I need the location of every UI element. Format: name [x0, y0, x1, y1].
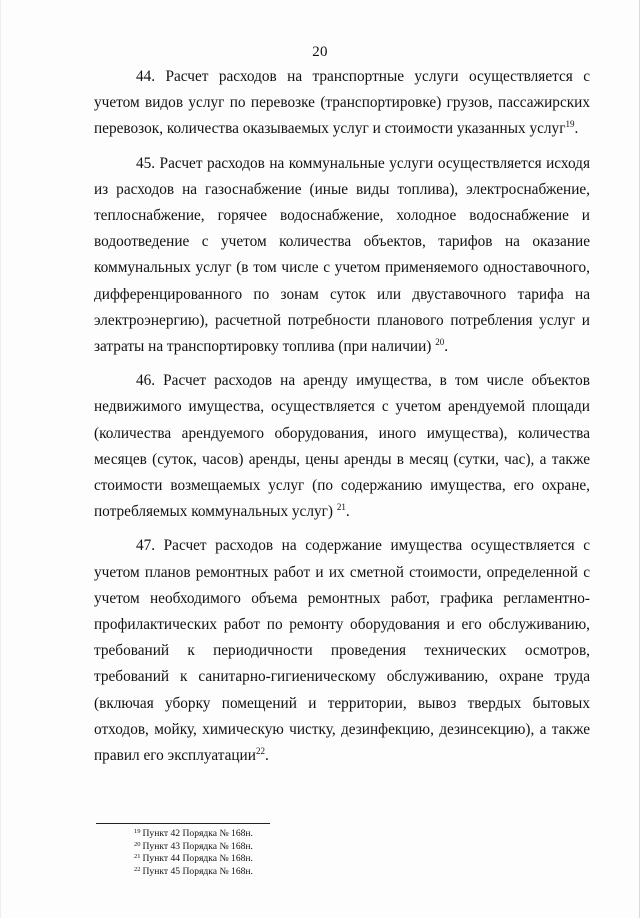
footnotes — [134, 828, 554, 878]
paragraph-text: 47. Расчет расходов на содержание имущества осуществляется с учетом планов ремонтных работ и их сметной стоимости, определенной с учетом необходимого объема ремонтных работ, графика регламентно-профилактических работ по ремонту оборудования и его обслуживанию, требований к периодичности проведения технических осмотров, требований к санитарно-гигиеническому обслуживанию, охране труда (включая уборку помещений и территории, вывоз твердых бытовых отходов, мойку, химическую чистку, дезинфекцию, дезинсекцию), а также правил его эксплуатации — [94, 537, 590, 765]
footnote-item — [134, 866, 554, 879]
paragraph-text: 46. Расчет расходов на аренду имущества, в том числе объектов недвижимого имущества, осуществляется с учетом арендуемой площади (количества арендуемого оборудования, иного имущества), количества месяцев (суток, часов) аренды, цены аренды в месяц (сутки, час), а также стоимости возмещаемых услуг (по содержанию имущества, его охране, потребляемых коммунальных услуг) — [94, 372, 590, 521]
paragraph-end: . — [345, 503, 350, 521]
paragraph-45 — [94, 151, 590, 361]
footnote-separator — [96, 823, 270, 824]
paragraph-47 — [94, 533, 590, 769]
footnote-text: Пункт 45 Порядка № 168н. — [142, 865, 253, 877]
page-number: 20 — [312, 44, 328, 60]
footnote-reference: 20 — [435, 337, 445, 348]
footnote-reference: 22 — [255, 746, 265, 757]
footnote-text: Пункт 42 Порядка № 168н. — [142, 828, 253, 839]
paragraph-end: . — [264, 747, 269, 765]
paragraph-text: 45. Расчет расходов на коммунальные услуги осуществляется исходя из расходов на газоснабжение (иные виды топлива), электроснабжение, теплоснабжение, горячее водоснабжение, холодное водоснабжение и водоотведение с учетом количества объектов, тарифов на оказание коммунальных услуг (в том числе с учетом применяемого одноставочного, дифференцированного по зонам суток или двуставочного тарифа на электроэнергию), расчетной потребности планового потребления услуг и затраты на транспортировку топлива (при наличии) — [94, 154, 590, 356]
footnote-mark: 21 — [134, 853, 141, 861]
footnote-text: Пункт 44 Порядка № 168н. — [142, 853, 253, 865]
paragraph-46 — [94, 368, 590, 525]
paragraph-end: . — [574, 120, 579, 138]
document-body — [94, 64, 590, 777]
footnote-item — [134, 828, 554, 841]
paragraph-text: 44. Расчет расходов на транспортные услуги осуществляется с учетом видов услуг по перевозке (транспортировке) грузов, пассажирских перевозок, количества оказываемых услуг и стоимости указанных услуг — [94, 68, 590, 138]
footnote-text: Пункт 43 Порядка № 168н. — [142, 840, 253, 852]
footnote-mark: 19 — [134, 828, 141, 835]
footnote-mark: 22 — [134, 865, 141, 873]
footnote-mark: 20 — [134, 840, 141, 848]
footnote-item — [134, 841, 554, 854]
footnote-item — [134, 853, 554, 866]
paragraph-44 — [94, 64, 590, 143]
footnote-reference: 19 — [565, 119, 575, 130]
footnote-reference: 21 — [336, 502, 346, 513]
paragraph-end: . — [444, 338, 449, 356]
